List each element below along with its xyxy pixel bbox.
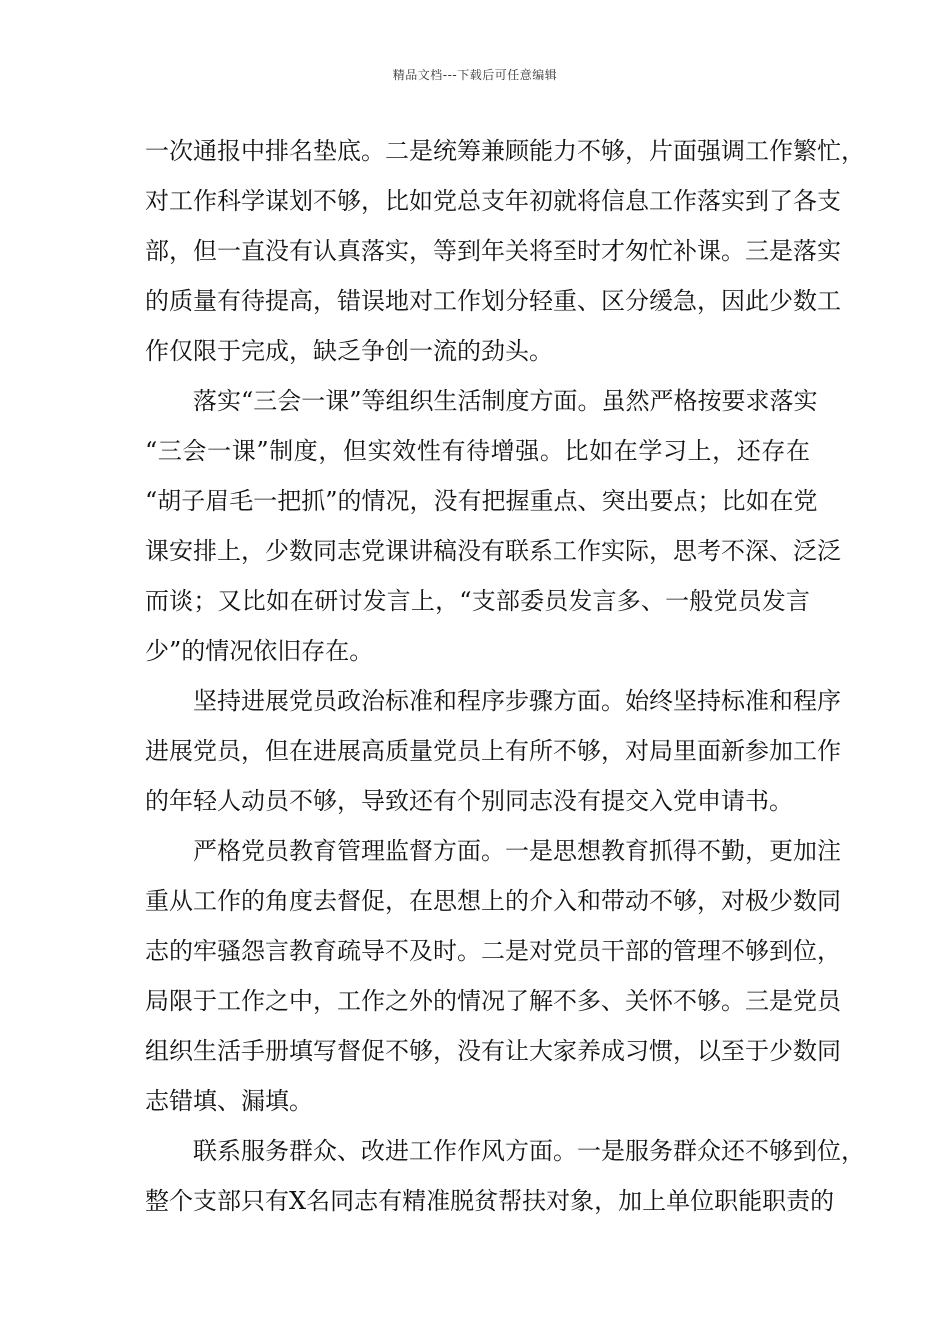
paragraph-first-line: 严格党员教育管理监督方面。一是思想教育抓得不勤，更加注 bbox=[193, 837, 841, 865]
text-line: 局限于工作之中，工作之外的情况了解不多、关怀不够。三是党员 bbox=[145, 987, 841, 1015]
text-line: 进展党员，但在进展高质量党员上有所不够，对局里面新参加工作 bbox=[145, 737, 841, 765]
text-line: 作仅限于完成，缺乏争创一流的劲头。 bbox=[145, 337, 553, 365]
document-body bbox=[145, 126, 865, 1226]
text-line: 志的牢骚怨言教育疏导不及时。二是对党员干部的管理不够到位， bbox=[145, 937, 841, 965]
text-line: 对工作科学谋划不够，比如党总支年初就将信息工作落实到了各支 bbox=[145, 187, 841, 215]
text-line: 少”的情况依旧存在。 bbox=[145, 637, 374, 665]
text-line: 整个支部只有X名同志有精准脱贫帮扶对象，加上单位职能职责的 bbox=[145, 1187, 835, 1215]
text-line: 课安排上，少数同志党课讲稿没有联系工作实际，思考不深、泛泛 bbox=[145, 537, 841, 565]
text-line: 一次通报中排名垫底。二是统筹兼顾能力不够，片面强调工作繁忙， bbox=[145, 137, 865, 165]
text-line: 志错填、漏填。 bbox=[145, 1087, 313, 1115]
text-line: 的年轻人动员不够，导致还有个别同志没有提交入党申请书。 bbox=[145, 787, 793, 815]
text-line: 组织生活手册填写督促不够，没有让大家养成习惯，以至于少数同 bbox=[145, 1037, 841, 1065]
paragraph-first-line: 坚持进展党员政治标准和程序步骤方面。始终坚持标准和程序 bbox=[193, 687, 841, 715]
text-line: “三会一课”制度，但实效性有待增强。比如在学习上，还存在 bbox=[145, 437, 810, 465]
paragraph-first-line: 落实“三会一课”等组织生活制度方面。虽然严格按要求落实 bbox=[193, 387, 818, 415]
text-line: 部，但一直没有认真落实，等到年关将至时才匆忙补课。三是落实 bbox=[145, 237, 841, 265]
page-header: 精品文档---下载后可任意编辑 bbox=[392, 68, 558, 82]
text-line: “胡子眉毛一把抓”的情况，没有把握重点、突出要点；比如在党 bbox=[145, 487, 818, 515]
text-line: 而谈；又比如在研讨发言上，“支部委员发言多、一般党员发言 bbox=[145, 587, 810, 615]
text-line: 的质量有待提高，错误地对工作划分轻重、区分缓急，因此少数工 bbox=[145, 287, 841, 315]
text-line: 重从工作的角度去督促，在思想上的介入和带动不够，对极少数同 bbox=[145, 887, 841, 915]
paragraph-first-line: 联系服务群众、改进工作作风方面。一是服务群众还不够到位， bbox=[193, 1137, 865, 1165]
